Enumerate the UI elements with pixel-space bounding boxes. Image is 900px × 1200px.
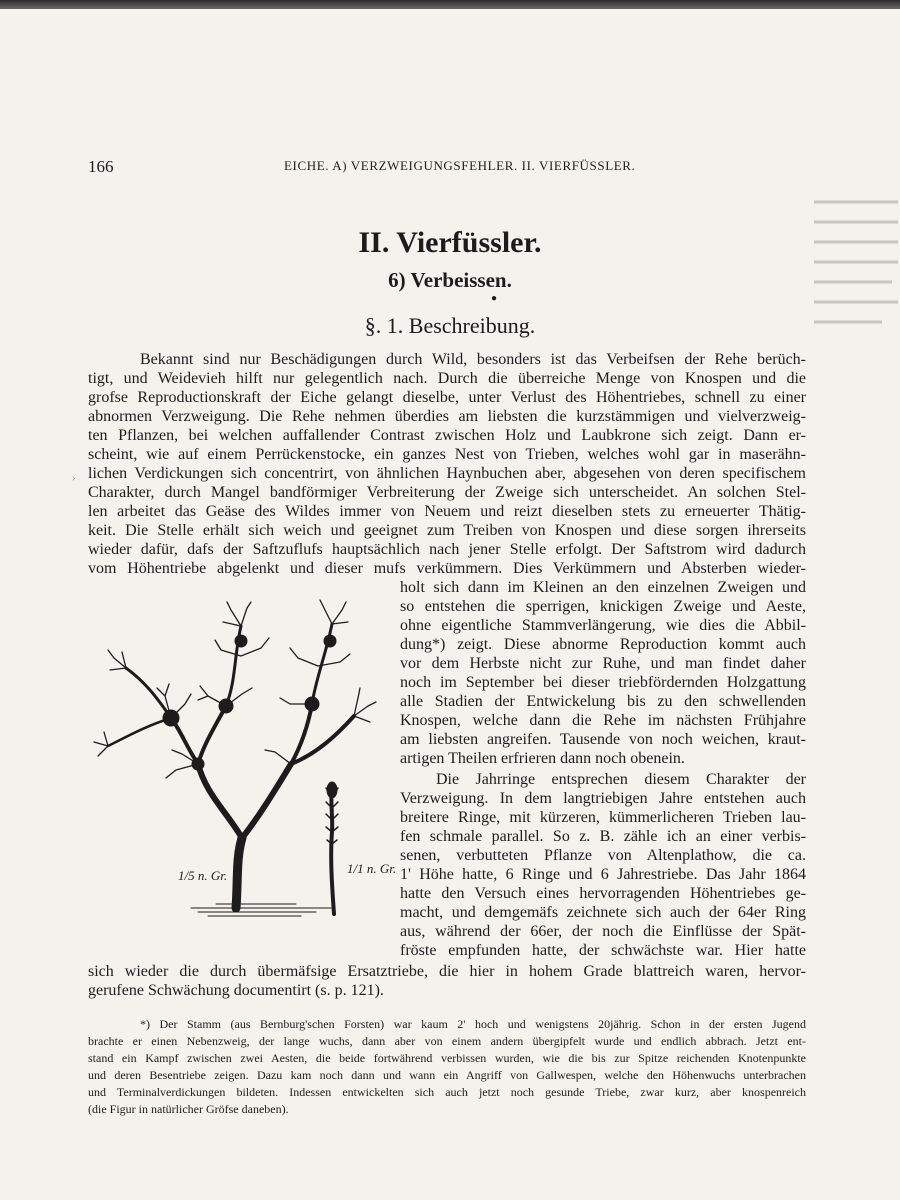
running-title: EICHE. A) VERZWEIGUNGSFEHLER. II. VIERFÜSSLER. — [284, 158, 636, 173]
body-line: Bekannt sind nur Beschädigungen durch Wild, besonders ist das Verbeifsen der Rehe berüch- — [140, 351, 806, 368]
body-line: am liebsten angreifen. Tausende von noch weichen, kraut- — [400, 731, 806, 748]
body-line: fen schmale parallel. So z. B. zähle ich an einer verbis- — [400, 828, 806, 845]
footnote-line: und Terminalverdickungen bildeten. Indessen entwickelten sich auch jetzt noch gesunde Triebe, zwar kurz, aber knospenreich — [88, 1085, 806, 1099]
body-line: ten Pflanzen, bei welchen auffallender Contrast zwischen Holz und Laubkrone sich zeigt. Dann er- — [88, 427, 806, 444]
footnote-line: (die Figur in natürlicher Gröfse daneben). — [88, 1102, 289, 1116]
margin-mark: › — [72, 472, 76, 484]
body-line: hatte den Versuch eines hervorragenden Höhentriebes ge- — [400, 885, 806, 902]
body-line: gerufene Schwächung documentirt (s. p. 121). — [88, 982, 384, 999]
body-line: so entstehen die sperrigen, knickigen Zweige und Aeste, — [400, 598, 806, 615]
body-line: Charakter, durch Mangel bandförmiger Verbreiterung der Zweige sich unterscheidet. An solchen Stel- — [88, 484, 806, 501]
body-line: sich wieder die durch übermäfsige Ersatztriebe, die hier in hohem Grade blattreich waren, hervor- — [88, 963, 806, 980]
body-line: keit. Die Stelle erhält sich weich und geeignet zum Treiben von Knospen und diese sorgen ihrerseits — [88, 522, 806, 539]
body-line: artigen Theilen erfrieren dann noch obenein. — [400, 750, 685, 767]
body-line: tigt, und Weidevieh hilft nur gelegentlich nach. Durch die überreiche Menge von Knospen und die — [88, 370, 806, 387]
body-line: macht, und demgemäfs zeichnete sich auch der 64er Ring — [400, 904, 806, 921]
section-heading: II. Vierfüssler. — [358, 226, 542, 259]
body-line: breitere Ringe, mit kürzeren, kümmerlicheren Trieben lau- — [400, 809, 806, 826]
body-line: fröste empfunden hatte, der schwächste war. Hier hatte — [400, 942, 806, 959]
body-line: vom Höhentriebe abgelenkt und dieser mufs verkümmern. Dies Verkümmern und Absterben wieder- — [88, 560, 806, 577]
paragraph-heading: §. 1. Beschreibung. — [364, 313, 536, 338]
body-line: wieder dafür, dafs der Saftzuflufs hauptsächlich nach jener Stelle erfolgt. Der Saftstrom wird dadurch — [88, 541, 806, 558]
body-line: Die Jahrringe entsprechen diesem Charakter der — [436, 771, 806, 788]
body-line: ohne eigentliche Stammverlängerung, wie dies die Abbil- — [400, 617, 806, 634]
footnote-line: stand ein Kampf zwischen zwei Aesten, die beide fortwährend verbissen wurden, wie die bis zur Spitze reichenden Knotenpunkte — [88, 1051, 806, 1065]
body-line: alle Stadien der Entwickelung bis zu den schwellenden — [400, 693, 806, 710]
show-through-shadow — [812, 196, 900, 346]
body-line: 1' Höhe hatte, 6 Ringe und 6 Jahrestriebe. Das Jahr 1864 — [400, 866, 806, 883]
body-line: scheint, wie auf einem Perrückenstocke, ein ganzes Nest von Trieben, welches wohl gar in maserähn- — [88, 446, 806, 463]
body-line: Verzweigung. In dem langtriebigen Jahre entstehen auch — [400, 790, 806, 807]
body-line: holt sich dann im Kleinen an den einzelnen Zweigen und — [400, 579, 806, 596]
body-line: grofse Reproductionskraft der Eiche gelangt dieselbe, unter Verlust des Höhentriebes, schnell zu einer — [88, 389, 806, 406]
body-line: senen, verbutteten Pflanze von Altenplathow, die ca. — [400, 847, 806, 864]
figure-caption-right: 1/1 n. Gr. — [347, 861, 397, 876]
footnote-line: brachte er einen Nebenzweig, der lange wuchs, dann aber von einem andern übergipfelt wurde und endlich abbrach. Jetzt ent- — [88, 1034, 806, 1048]
running-header — [88, 157, 808, 179]
footnote-line: *) Der Stamm (aus Bernburg'schen Forsten) war kaum 2' hoch und wenigstens 20jährig. Schon in der ersten Jugend — [140, 1017, 806, 1031]
body-line: len arbeitet das Geäse des Wildes immer von Neuem und reizt dieselben stets zu erneuerter Thätig- — [88, 503, 806, 520]
ink-speck: ● — [491, 293, 498, 304]
body-line: aus, während der 66er, der noch die Einflüsse der Spät- — [400, 923, 806, 940]
body-line: vor dem Herbste nicht zur Ruhe, und man findet daher — [400, 655, 806, 672]
figure-caption-left: 1/5 n. Gr. — [178, 868, 228, 883]
body-line: lichen Verdickungen sich concentrirt, von ähnlichen Haynbuchen aber, abgesehen von deren specifischem — [88, 465, 806, 482]
subsection-heading: 6) Verbeissen. — [388, 268, 512, 292]
footnote-line: und deren Besentriebe zeigen. Dazu kam noch dann und wann ein Angriff von Gallwespen, welche den Höhenwuchs unterbrachen — [88, 1068, 806, 1082]
page-number: 166 — [88, 157, 114, 176]
body-line: Knospen, welche dann die Rehe im nächsten Frühjahre — [400, 712, 806, 729]
body-line: dung*) zeigt. Diese abnorme Reproduction kommt auch — [400, 636, 806, 653]
body-line: abnormen Verzweigung. Die Rehe nehmen überdies am liebsten die kurzstämmigen und vielverzweig- — [88, 408, 806, 425]
body-line: noch im September bei dieser triebfördernden Holzgattung — [400, 674, 806, 691]
oak-illustration — [86, 596, 386, 926]
